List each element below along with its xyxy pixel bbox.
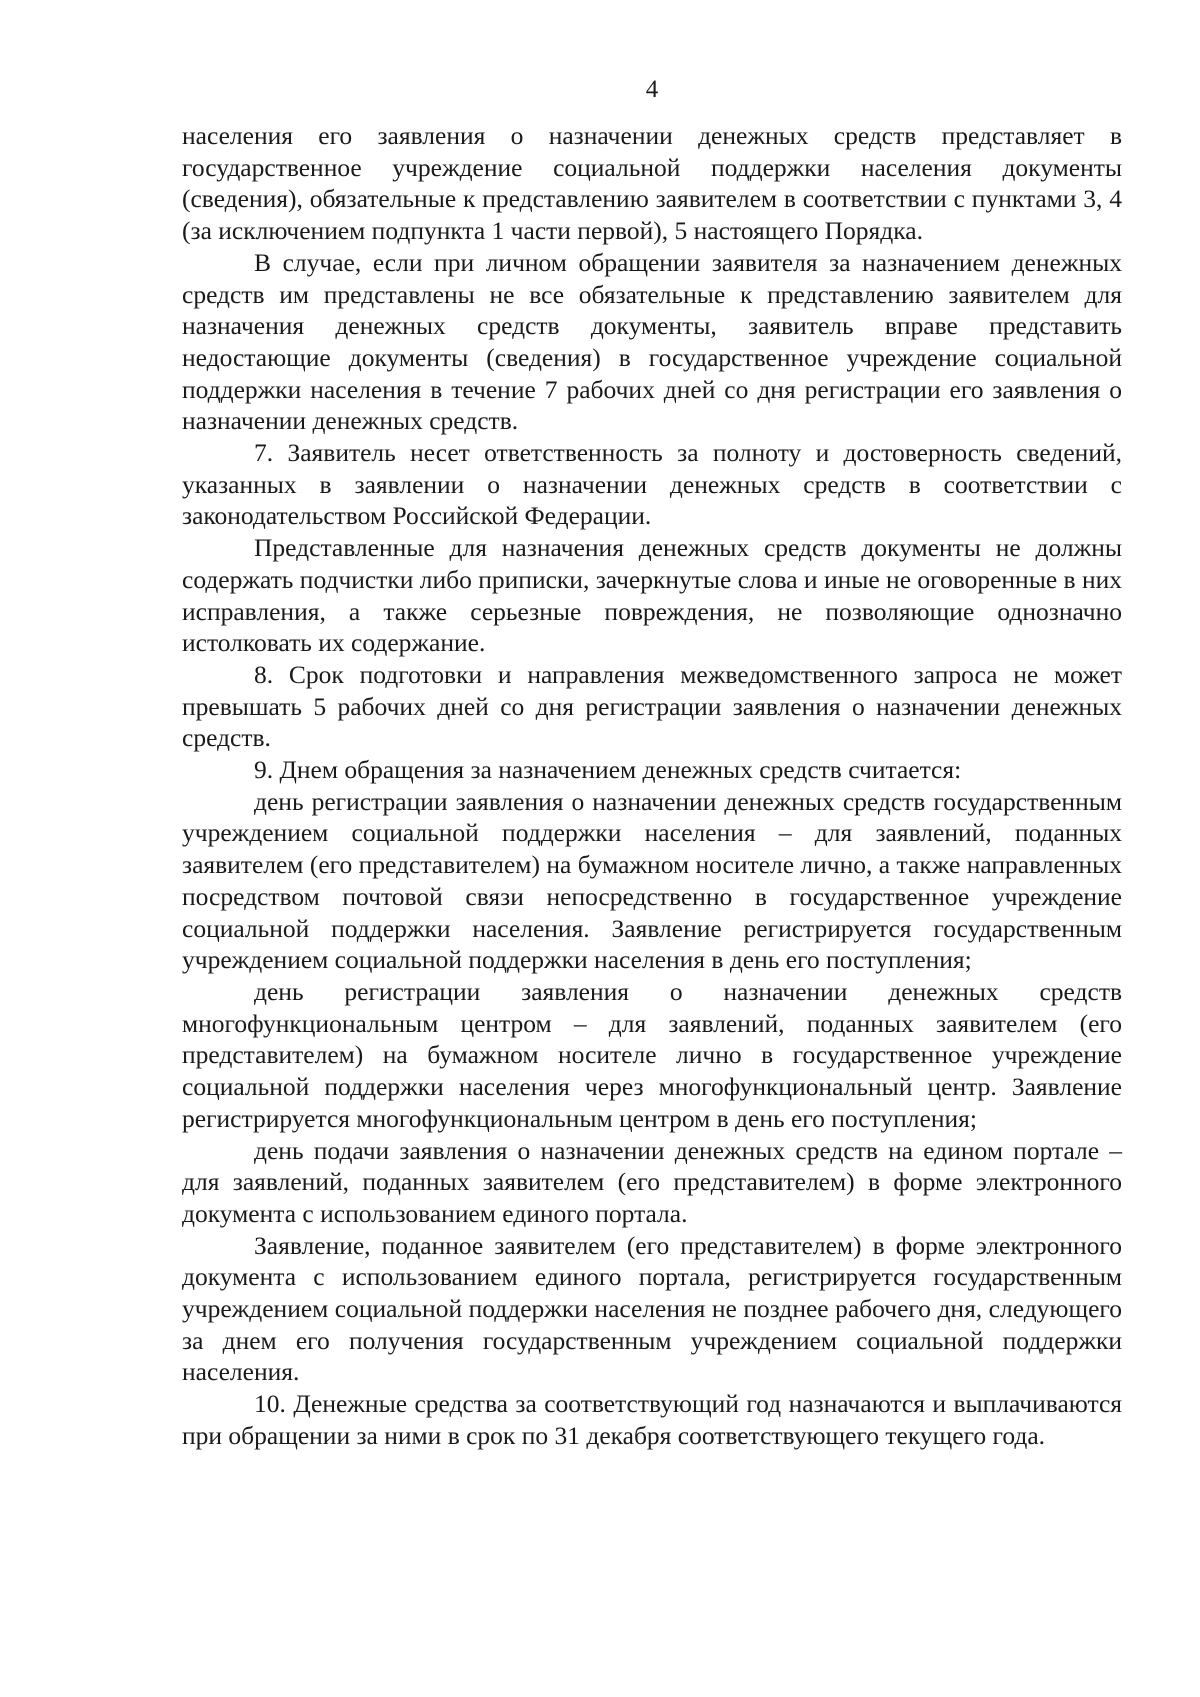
paragraph-item-9-mfc: день регистрации заявления о назначении денежных средств многофункциональным центром – для заявлений, поданных заявителем (его представителем) на бумажном носителе лично в государственное учреждение социальной поддержки населения через многофункциональный центр. Заявление регистрируется многофункциональным центром в день его поступления;	[182, 976, 1122, 1133]
document-body	[182, 120, 1122, 1452]
paragraph-documents-requirements: Представленные для назначения денежных средств документы не должны содержать подчистки либо приписки, зачеркнутые слова и иные не оговоренные в них исправления, а также серьезные повреждения, не позволяющие однозначно истолковать их содержание.	[182, 533, 1122, 658]
paragraph-item-9: 9. Днем обращения за назначением денежных средств считается:	[254, 755, 962, 785]
document-page	[182, 0, 1122, 1697]
paragraph-item-8: 8. Срок подготовки и направления межведомственного запроса не может превышать 5 рабочих дней со дня регистрации заявления о назначении денежных средств.	[182, 659, 1122, 753]
paragraph-item-7: 7. Заявитель несет ответственность за полноту и достоверность сведений, указанных в заявлении о назначении денежных средств в соответствии с законодательством Российской Федерации.	[182, 438, 1122, 531]
page-number: 4	[645, 76, 659, 103]
paragraph-item-9-paper: день регистрации заявления о назначении денежных средств государственным учреждением социальной поддержки населения – для заявлений, поданных заявителем (его представителем) на бумажном носителе лично, а также направленных посредством почтовой связи непосредственно в государственное учреждение социальной поддержки населения. Заявление регистрируется государственным учреждением социальной поддержки населения в день его поступления;	[182, 786, 1122, 975]
paragraph-portal-registration: Заявление, поданное заявителем (его представителем) в форме электронного документа с использованием единого портала, регистрируется государственным учреждением социальной поддержки населения не позднее рабочего дня, следующего за днем его получения государственным учреждением социальной поддержки населения.	[182, 1230, 1122, 1387]
paragraph-item-10: 10. Денежные средства за соответствующий год назначаются и выплачиваются при обращении за ними в срок по 31 декабря соответствующего текущего года.	[182, 1389, 1122, 1450]
paragraph-item-9-portal: день подачи заявления о назначении денежных средств на едином портале – для заявлений, поданных заявителем (его представителем) в форме электронного документа с использованием единого портала.	[182, 1135, 1122, 1228]
paragraph-continuation: населения его заявления о назначении денежных средств представляет в государственное учреждение социальной поддержки населения документы (сведения), обязательные к представлению заявителем в соответствии с пунктами 3, 4 (за исключением подпункта 1 части первой), 5 настоящего Порядка.	[182, 121, 1122, 246]
paragraph-missing-documents: В случае, если при личном обращении заявителя за назначением денежных средств им представлены не все обязательные к представлению заявителем для назначения денежных средств документы, заявитель вправе представить недостающие документы (сведения) в государственное учреждение социальной поддержки населения в течение 7 рабочих дней со дня регистрации его заявления о назначении денежных средств.	[182, 247, 1122, 436]
